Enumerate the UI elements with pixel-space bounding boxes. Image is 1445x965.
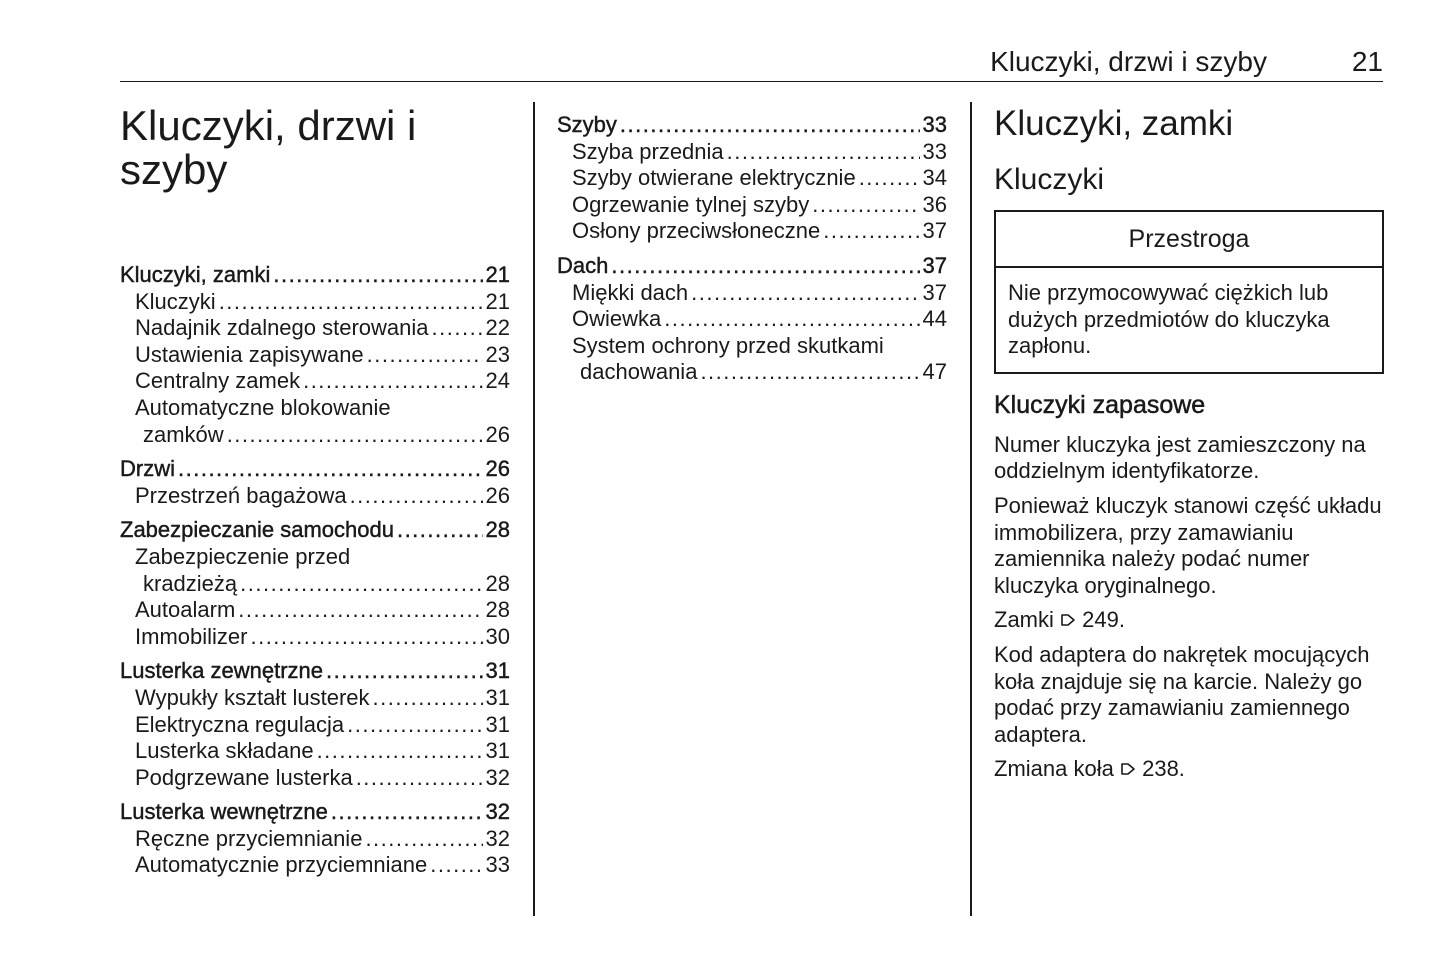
subsection-title: Kluczyki <box>994 163 1105 196</box>
toc-group <box>557 253 947 386</box>
toc-group <box>557 112 947 245</box>
toc-entry[interactable]: Ręczne przyciemnianie ..... 32 <box>120 826 510 853</box>
toc-entry[interactable]: Kluczyki ..... 21 <box>120 289 510 316</box>
toc-entry[interactable]: Automatycznie przyciemniane ..... 33 <box>120 852 510 879</box>
paragraph: Kod adaptera do nakrętek mocujących koła znajduje się na karcie. Należy go podać przy zamawianiu zamiennego adaptera. <box>994 641 1370 747</box>
toc-entry[interactable]: Miękki dach ..... 37 <box>557 280 947 307</box>
column-divider <box>970 102 972 916</box>
toc-entry-wrap-line[interactable]: System ochrony przed skutkami <box>572 332 884 358</box>
toc-entry[interactable]: kradzieżą ..... 28 <box>120 571 510 598</box>
toc-entry[interactable]: Zabezpieczanie samochodu ..... 28 <box>120 517 510 544</box>
section-title: Kluczyki, zamki <box>994 104 1234 143</box>
toc-entry[interactable]: zamków ..... 26 <box>120 422 510 449</box>
content-column <box>994 104 1384 791</box>
table-of-contents <box>120 262 510 879</box>
toc-group <box>120 799 510 879</box>
warning-heading: Przestroga <box>996 212 1382 268</box>
running-title: Kluczyki, drzwi i szyby <box>990 46 1267 77</box>
chapter-title: Kluczyki, drzwi i szyby <box>120 102 417 193</box>
toc-entry[interactable]: Ogrzewanie tylnej szyby ..... 36 <box>557 192 947 219</box>
toc-entry[interactable]: Dach ..... 37 <box>557 253 947 280</box>
toc-entry[interactable]: Nadajnik zdalnego sterowania ..... 22 <box>120 315 510 342</box>
toc-entry[interactable]: Kluczyki, zamki ..... 21 <box>120 262 510 289</box>
toc-group <box>120 456 510 509</box>
arrow-reference-icon <box>1060 612 1076 628</box>
toc-entry[interactable]: Owiewka ..... 44 <box>557 306 947 333</box>
warning-box <box>994 210 1384 374</box>
toc-entry[interactable]: Lusterka składane ..... 31 <box>120 738 510 765</box>
toc-column-2 <box>557 104 947 394</box>
toc-entry-wrap-line[interactable]: Zabezpieczenie przed <box>135 543 351 569</box>
cross-reference-link[interactable]: 249. <box>1082 607 1125 633</box>
toc-entry[interactable]: Elektryczna regulacja ..... 31 <box>120 712 510 739</box>
toc-entry[interactable]: Szyby ..... 33 <box>557 112 947 139</box>
toc-entry[interactable]: Szyba przednia ..... 33 <box>557 139 947 166</box>
toc-entry[interactable]: Centralny zamek ..... 24 <box>120 368 510 395</box>
page-header <box>120 44 1383 82</box>
paragraph: Zmiana koła 238. <box>994 756 1185 782</box>
arrow-reference-icon <box>1120 761 1136 777</box>
toc-entry[interactable]: Ustawienia zapisywane ..... 23 <box>120 342 510 369</box>
toc-entry[interactable]: Wypukły kształt lusterek ..... 31 <box>120 685 510 712</box>
page-number: 21 <box>1351 46 1383 77</box>
paragraph: Ponieważ kluczyk stanowi część układu immobilizera, przy zamawianiu zamiennika należy podać numer kluczyka oryginalnego. <box>994 492 1382 598</box>
toc-entry[interactable]: Immobilizer ..... 30 <box>120 624 510 651</box>
column-divider <box>533 102 535 916</box>
toc-entry[interactable]: Osłony przeciwsłoneczne ..... 37 <box>557 218 947 245</box>
toc-entry[interactable]: Lusterka zewnętrzne ..... 31 <box>120 658 510 685</box>
toc-group <box>120 262 510 448</box>
table-of-contents <box>557 112 947 386</box>
warning-text: Nie przymocowywać ciężkich lub dużych przedmiotów do kluczyka zapłonu. <box>1008 280 1330 359</box>
toc-entry[interactable]: Lusterka wewnętrzne ..... 32 <box>120 799 510 826</box>
toc-entry[interactable]: Autoalarm ..... 28 <box>120 597 510 624</box>
spare-keys-heading: Kluczyki zapasowe <box>994 390 1206 419</box>
toc-entry-wrap-line[interactable]: Automatyczne blokowanie <box>135 394 391 420</box>
toc-column-1 <box>120 104 510 887</box>
toc-group <box>120 658 510 791</box>
paragraph: Numer kluczyka jest zamieszczony na oddzielnym identyfikatorze. <box>994 431 1366 484</box>
paragraph: Zamki 249. <box>994 607 1125 633</box>
toc-entry[interactable]: dachowania ..... 47 <box>557 359 947 386</box>
cross-reference-link[interactable]: 238. <box>1142 756 1185 782</box>
toc-entry[interactable]: Podgrzewane lusterka ..... 32 <box>120 765 510 792</box>
toc-group <box>120 517 510 650</box>
toc-entry[interactable]: Szyby otwierane elektrycznie ..... 34 <box>557 165 947 192</box>
toc-entry[interactable]: Przestrzeń bagażowa ..... 26 <box>120 483 510 510</box>
toc-entry[interactable]: Drzwi ..... 26 <box>120 456 510 483</box>
